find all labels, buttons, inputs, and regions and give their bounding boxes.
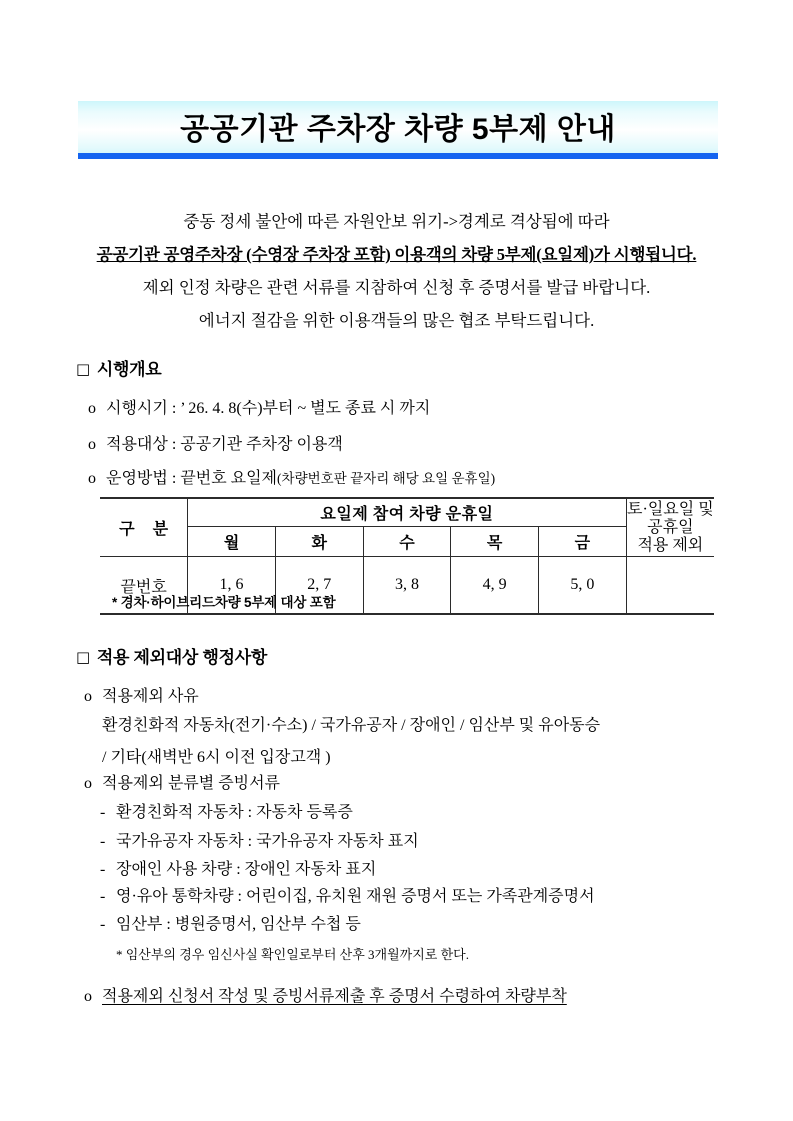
exemption-item-reason — [84, 686, 199, 708]
bullet-marker-icon: o — [84, 688, 92, 705]
section-heading-exemption — [76, 643, 267, 668]
exemption-document-2: 국가유공자 자동차 : 국가유공자 자동차 표지 — [116, 833, 419, 850]
table-header-span-title: 요일제 참여 차량 운휴일 — [188, 498, 627, 527]
dash-marker-icon: - — [100, 861, 106, 878]
table-header-note — [626, 498, 714, 557]
dash-marker-icon: - — [100, 833, 106, 850]
table-cell-fri: 5, 0 — [539, 557, 627, 615]
table-header-day-tue: 화 — [275, 527, 363, 557]
overview-item-target — [88, 434, 343, 456]
list-item — [100, 859, 376, 881]
table-footnote: * 경차·하이브리드차량 5부제 대상 포함 — [112, 595, 336, 610]
bullet-marker-icon: o — [88, 436, 96, 453]
table-header-day-wed: 수 — [363, 527, 451, 557]
overview-item-method-label: 운영방법 : — [106, 470, 181, 487]
table-header-row-1 — [100, 498, 714, 527]
intro-line-3: 제외 인정 차량은 관련 서류를 지참하여 신청 후 증명서를 발급 바랍니다. — [142, 278, 651, 297]
intro-line-2-emphasis: 공공기관 공영주차장 (수영장 주차장 포함) 이용객의 차량 5부제(요일제)가 시행됩니다. — [96, 245, 697, 264]
bullet-marker-icon: o — [88, 470, 96, 487]
exemption-reason-line-1: 환경친화적 자동차(전기·수소) / 국가유공자 / 장애인 / 임산부 및 유아동승 — [102, 717, 601, 734]
bullet-marker-icon: o — [84, 988, 92, 1005]
table-header-day-mon: 월 — [188, 527, 276, 557]
square-bullet-icon: □ — [76, 648, 90, 666]
exemption-item-documents — [84, 773, 280, 795]
intro-line-4: 에너지 절감을 위한 이용객들의 많은 협조 부탁드립니다. — [198, 311, 595, 330]
banner-bottom-rule — [78, 153, 718, 159]
page-title: 공공기관 주차장 차량 5부제 안내 — [180, 113, 616, 146]
table-cell-thu: 4, 9 — [451, 557, 539, 615]
table-cell-wed: 3, 8 — [363, 557, 451, 615]
exemption-footnote: * 임산부의 경우 임신사실 확인일로부터 산후 3개월까지로 한다. — [116, 947, 469, 962]
table-cell-tue: 2, 7 — [275, 557, 363, 615]
exemption-final-instruction-label: 적용제외 신청서 작성 및 증빙서류제출 후 증명서 수령하여 차량부착 — [102, 988, 567, 1005]
table-header-note-line-2: 공휴일 — [647, 518, 694, 536]
section-heading-overview-label: 시행개요 — [96, 360, 162, 379]
exemption-document-4: 영·유아 통학차량 : 어린이집, 유치원 재원 증명서 또는 가족관계증명서 — [116, 888, 595, 905]
list-item — [100, 914, 361, 936]
table-cell-mon: 1, 6 — [188, 557, 276, 615]
table-cell-note-empty — [626, 557, 714, 615]
bullet-marker-icon: o — [88, 400, 96, 417]
dash-marker-icon: - — [100, 888, 106, 905]
title-banner — [78, 101, 718, 159]
dash-marker-icon: - — [100, 804, 106, 821]
exemption-final-instruction — [84, 983, 567, 1006]
exemption-document-3: 장애인 사용 차량 : 장애인 자동차 표지 — [116, 861, 377, 878]
section-heading-exemption-label: 적용 제외대상 행정사항 — [96, 648, 267, 667]
exemption-item-documents-label: 적용제외 분류별 증빙서류 — [102, 775, 281, 792]
list-item — [100, 831, 419, 853]
overview-item-period — [88, 398, 430, 420]
overview-item-target-value: 공공기관 주차장 이용객 — [180, 436, 343, 453]
intro-line-1: 중동 정세 불안에 따른 자원안보 위기->경계로 격상됨에 따라 — [183, 212, 610, 231]
exemption-document-1: 환경친화적 자동차 : 자동차 등록증 — [116, 804, 353, 821]
table-header-row-2 — [100, 527, 714, 557]
section-heading-overview — [76, 355, 161, 380]
table-header-day-fri: 금 — [539, 527, 627, 557]
overview-item-method-note: (차량번호판 끝자리 해당 요일 운휴일) — [277, 471, 496, 486]
overview-item-period-label: 시행시기 : — [106, 400, 181, 417]
exemption-document-5: 임산부 : 병원증명서, 임산부 수첩 등 — [116, 916, 361, 933]
list-item — [100, 886, 595, 908]
exemption-reason-line-2: / 기타(새벽반 6시 이전 입장고객 ) — [102, 749, 331, 766]
overview-item-method — [88, 468, 495, 490]
table-header-division: 구 분 — [100, 498, 188, 557]
table-row-label: 끝번호 — [100, 557, 188, 615]
bullet-marker-icon: o — [84, 775, 92, 792]
table-header-day-thu: 목 — [451, 527, 539, 557]
list-item — [100, 802, 353, 824]
square-bullet-icon: □ — [76, 360, 90, 378]
exemption-item-reason-label: 적용제외 사유 — [102, 688, 199, 705]
dash-marker-icon: - — [100, 916, 106, 933]
overview-item-method-value: 끝번호 요일제 — [180, 470, 278, 487]
table-header-note-line-3: 적용 제외 — [637, 536, 704, 554]
overview-item-target-label: 적용대상 : — [106, 436, 181, 453]
overview-item-period-value: ’ 26. 4. 8(수)부터 ~ 별도 종료 시 까지 — [180, 400, 431, 417]
table-header-note-line-1: 토·일요일 및 — [627, 500, 714, 518]
intro-block — [0, 205, 793, 337]
